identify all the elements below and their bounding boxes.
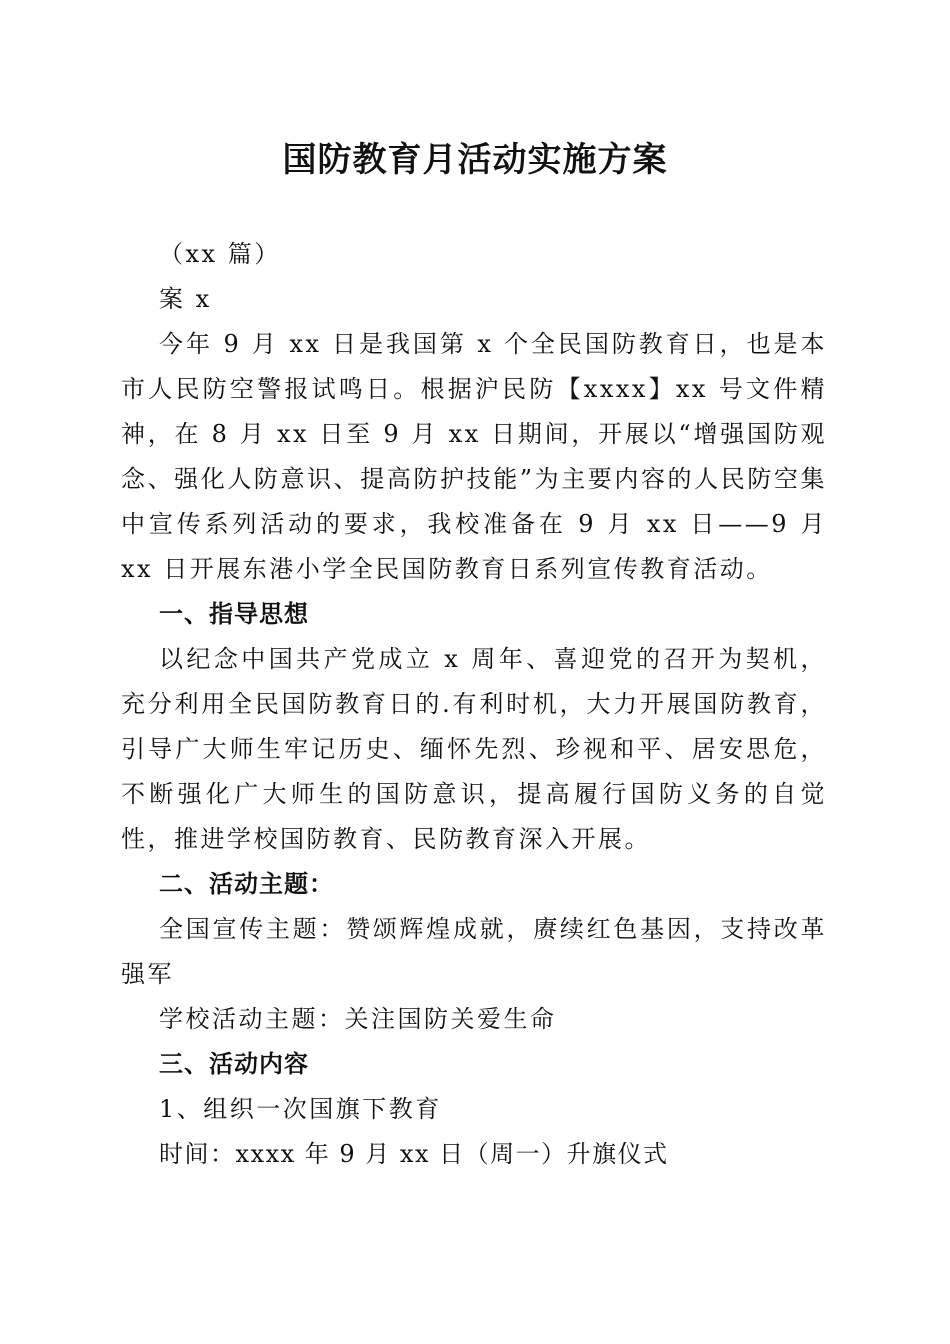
section-heading-guiding-ideology: 一、指导思想 — [159, 600, 309, 628]
document-body — [121, 232, 827, 1177]
paragraph-guiding-ideology: 以纪念中国共产党成立 x 周年、喜迎党的召开为契机，充分利用全民国防教育日的.有利时机，大力开展国防教育，引导广大师生牢记历史、缅怀先烈、珍视和平、居安思危，不断强化广大师生的国防意识，提高履行国防义务的自觉性，推进学校国防教育、民防教育深入开展。 — [121, 645, 827, 853]
paragraph-school-theme: 学校活动主题：关注国防关爱生命 — [159, 1005, 557, 1033]
paragraph-intro: 今年 9 月 xx 日是我国第 x 个全民国防教育日，也是本市人民防空警报试鸣日。根据沪民防【xxxx】xx 号文件精神，在 8 月 xx 日至 9 月 xx 日期间，开展以“增强国防观念、强化人防意识、提高防护技能”为主要内容的人民防空集中宣传系列活动的要求，我校准备在 9 月 xx 日——9 月 xx 日开展东港小学全民国防教育日系列宣传教育活动。 — [121, 330, 827, 583]
paragraph-national-theme: 全国宣传主题：赞颂辉煌成就，赓续红色基因，支持改革强军 — [121, 915, 827, 988]
document-title: 国防教育月活动实施方案 — [282, 140, 668, 180]
paragraph-item-time: 时间：xxxx 年 9 月 xx 日（周一）升旗仪式 — [159, 1140, 669, 1168]
paragraph-series-note: （xx 篇） — [159, 240, 281, 268]
paragraph-case-label: 案 x — [159, 285, 212, 313]
paragraph-item-flag-education: 1、组织一次国旗下教育 — [159, 1095, 442, 1123]
section-heading-activity-content: 三、活动内容 — [159, 1050, 309, 1078]
section-heading-activity-theme: 二、活动主题： — [159, 870, 334, 898]
